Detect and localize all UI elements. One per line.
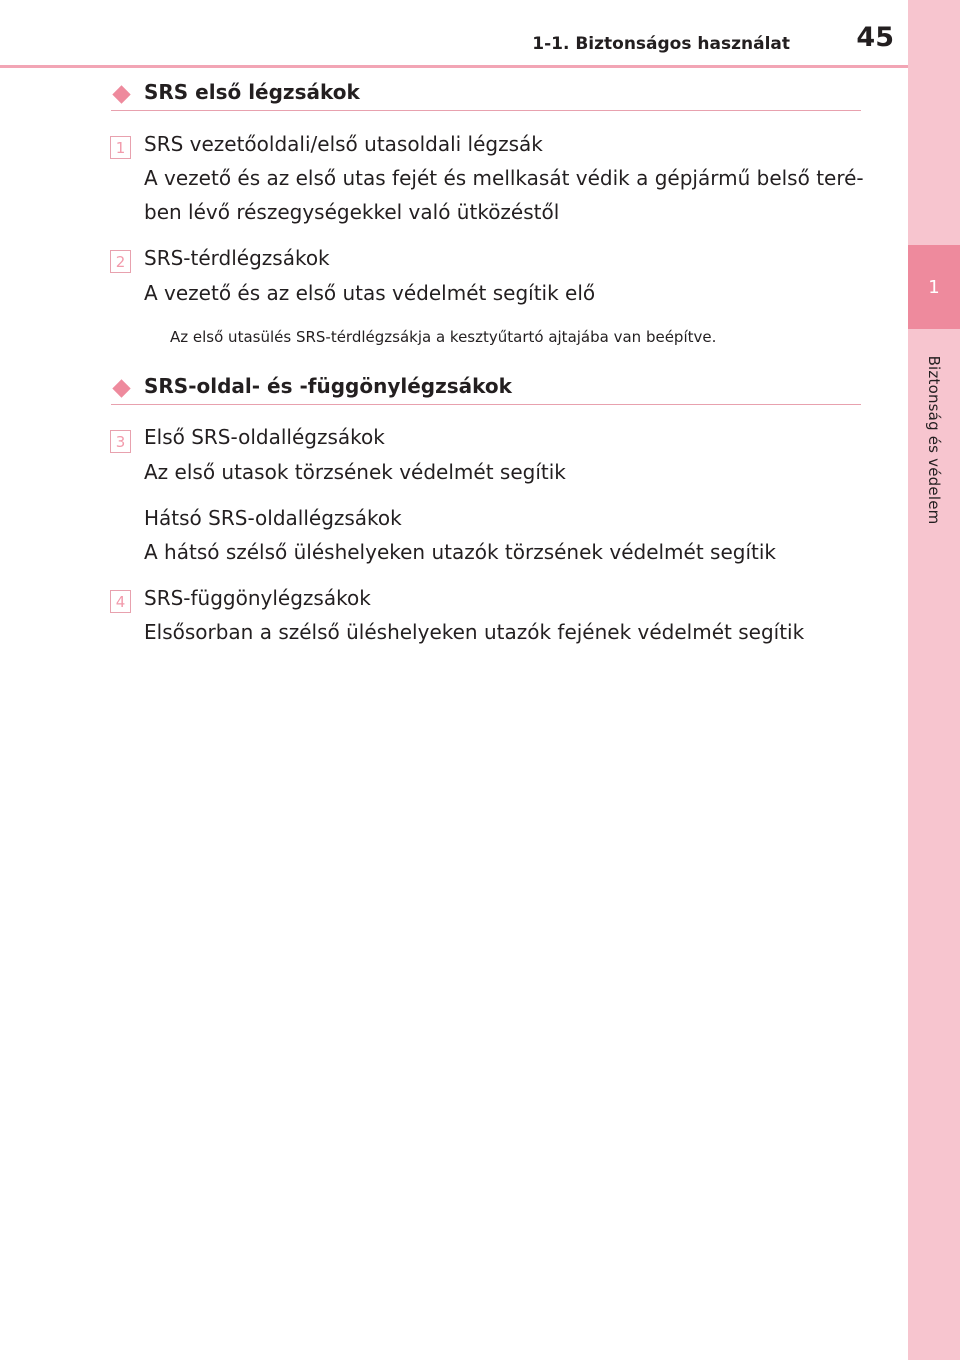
section-heading-text: SRS-oldal- és -függönylégzsákok: [144, 374, 512, 398]
section-heading: [111, 76, 861, 111]
item-note: Az első utasülés SRS-térdlégzsákja a kesztyűtartó ajtajába van beépítve.: [170, 328, 717, 346]
section-heading-text: SRS első légzsákok: [144, 80, 360, 104]
page-number: 45: [856, 22, 894, 53]
item-description: ben lévő részegységekkel való ütközéstől: [144, 200, 560, 224]
item-description: Az első utasok törzsének védelmét segítik: [144, 460, 566, 484]
chapter-side-tab: [908, 0, 960, 1360]
item-number-marker: 2: [110, 250, 131, 273]
item-description: A hátsó szélső üléshelyeken utazók törzsének védelmét segítik: [144, 540, 776, 564]
diamond-bullet-icon: [112, 379, 130, 397]
chapter-number: 1: [928, 276, 940, 298]
chapter-number-box: [908, 245, 960, 329]
item-number-marker: 3: [110, 430, 131, 453]
item-subtitle: Hátsó SRS-oldallégzsákok: [144, 506, 402, 530]
item-description: A vezető és az első utas fejét és mellkasát védik a gépjármű belső teré-: [144, 166, 864, 190]
item-title: SRS-térdlégzsákok: [144, 246, 330, 270]
section-heading: [111, 370, 861, 405]
item-title: SRS vezetőoldali/első utasoldali légzsák: [144, 132, 543, 156]
item-description: A vezető és az első utas védelmét segítik elő: [144, 281, 596, 305]
header-divider: [0, 65, 908, 68]
item-description: Elsősorban a szélső üléshelyeken utazók fejének védelmét segítik: [144, 620, 805, 644]
item-number-marker: 1: [110, 136, 131, 159]
diamond-bullet-icon: [112, 85, 130, 103]
item-number-marker: 4: [110, 590, 131, 613]
chapter-title: Biztonság és védelem: [925, 355, 943, 525]
item-title: Első SRS-oldallégzsákok: [144, 425, 385, 449]
header-section-title: 1-1. Biztonságos használat: [532, 34, 790, 54]
item-title: SRS-függönylégzsákok: [144, 586, 371, 610]
